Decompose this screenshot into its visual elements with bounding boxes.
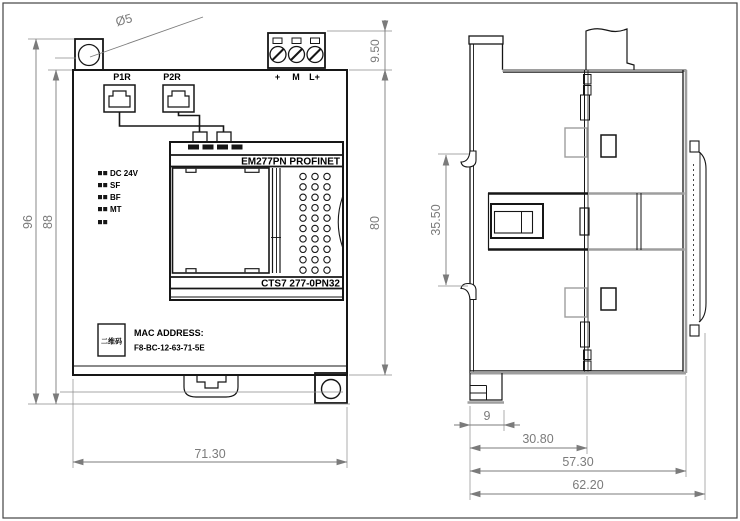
terminal-label-m: M (292, 72, 300, 82)
leader-line (90, 17, 203, 57)
din-hook-top (461, 151, 476, 167)
led-indicators (98, 169, 139, 224)
vent-hole (300, 246, 306, 252)
vent-hole (300, 184, 306, 190)
front-flap-profile (690, 141, 706, 336)
mounting-ear-bottom (315, 373, 347, 403)
dim-depth-body (470, 455, 686, 471)
vent-hole (312, 215, 318, 221)
vent-hole (312, 267, 318, 273)
vent-hole (300, 194, 306, 200)
vent-hole (300, 215, 306, 221)
svg-text:57.30: 57.30 (562, 455, 594, 469)
terminal-label-lplus: L+ (309, 72, 320, 82)
terminal-block (268, 33, 325, 82)
dimensions (21, 20, 705, 500)
vent-hole (324, 246, 330, 252)
front-view (73, 11, 347, 403)
svg-text:80: 80 (368, 216, 382, 230)
qr-code-label: 二维码 (101, 338, 122, 346)
dim-depth-overall (470, 478, 705, 494)
din-rail-clip (184, 375, 238, 397)
mounting-ear-top (75, 39, 103, 70)
vent-holes (300, 173, 330, 273)
port-wiring (120, 112, 232, 142)
dim-overall-height (21, 39, 36, 404)
vent-hole (312, 257, 318, 263)
svg-text:88: 88 (41, 215, 55, 229)
led-label-mt: MT (110, 205, 122, 214)
dim-latch-span (429, 155, 446, 285)
svg-text:9: 9 (483, 409, 491, 423)
vent-hole (300, 225, 306, 231)
vent-hole (312, 205, 318, 211)
top-tab (469, 36, 503, 44)
vent-hole (312, 236, 318, 242)
terminal-label-plus: + (274, 72, 281, 82)
led-label-dc24v: DC 24V (110, 169, 139, 178)
vent-hole (324, 173, 330, 179)
front-door (173, 168, 270, 273)
led-label-bf: BF (110, 193, 121, 202)
led-label-sf: SF (110, 181, 121, 190)
dim-width (73, 447, 347, 462)
vent-hole (324, 205, 330, 211)
port-p2r-label: P2R (163, 72, 181, 82)
door-hinge (271, 168, 281, 273)
vent-hole (324, 257, 330, 263)
vent-hole (324, 194, 330, 200)
vent-hole (312, 194, 318, 200)
vent-hole (324, 184, 330, 190)
port-p1r-label: P1R (113, 72, 131, 82)
vent-hole (300, 205, 306, 211)
center-panel (170, 142, 343, 300)
mounting-hole-bottom (322, 380, 341, 399)
vent-hole (312, 246, 318, 252)
rj45-jack-icon (168, 91, 189, 107)
vent-hole (324, 215, 330, 221)
svg-text:62.20: 62.20 (572, 478, 604, 492)
vent-hole (300, 236, 306, 242)
svg-text:96: 96 (21, 215, 35, 229)
dim-body-height (41, 70, 56, 404)
vent-hole (300, 173, 306, 179)
vent-hole (300, 267, 306, 273)
mac-address-block (98, 324, 205, 356)
dim-foot-width (454, 409, 520, 425)
vent-hole (312, 173, 318, 179)
svg-text:71.30: 71.30 (194, 447, 226, 461)
mac-address-title: MAC ADDRESS: (134, 328, 204, 338)
side-view (461, 29, 706, 403)
dim-panel-height (368, 70, 385, 375)
vent-hole (324, 267, 330, 273)
hole-diameter-callout (90, 11, 203, 57)
bottom-foot (468, 373, 505, 403)
vent-hole (324, 236, 330, 242)
model-number-label: CTS7 277-0PN32 (261, 278, 340, 290)
dim-depth-din (470, 432, 587, 448)
svg-text:35.50: 35.50 (429, 204, 443, 236)
din-rail-channel (488, 193, 685, 250)
door-finger-notch (338, 197, 342, 247)
vent-hole (324, 225, 330, 231)
port-p2r (163, 72, 194, 112)
svg-text:30.80: 30.80 (522, 432, 554, 446)
rj45-jack-icon (109, 91, 130, 107)
terminal-block-side (586, 29, 634, 70)
module-body (73, 70, 347, 375)
vent-hole (300, 257, 306, 263)
vent-hole (312, 225, 318, 231)
svg-text:9.50: 9.50 (368, 39, 382, 63)
vent-hole (312, 184, 318, 190)
port-p1r (104, 72, 135, 112)
dim-terminal-height (368, 20, 385, 81)
hole-diameter-label: Ø5 (113, 11, 134, 30)
mac-address-value: F8-BC-12-63-71-5E (134, 343, 205, 353)
panel-header-label: EM277PN PROFINET (241, 156, 340, 168)
